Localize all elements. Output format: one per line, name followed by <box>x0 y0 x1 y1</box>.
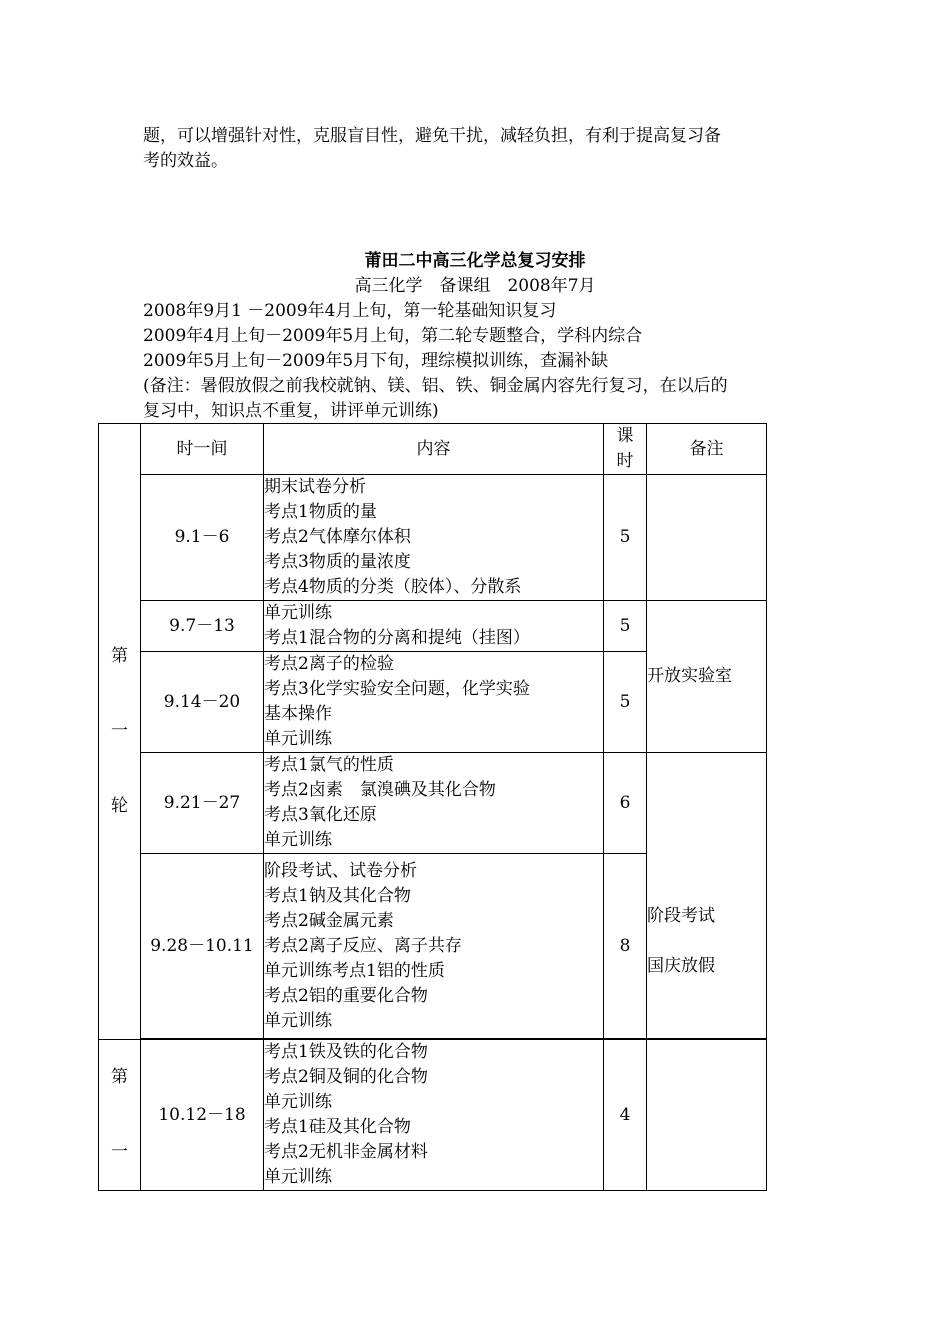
content-line: 考点1铁及铁的化合物 <box>264 1042 428 1062</box>
remark-lab <box>647 601 767 753</box>
row-content <box>264 854 604 1039</box>
content-line: 考点2离子的检验 <box>264 654 394 674</box>
content-line: 期末试卷分析 <box>264 477 366 497</box>
content-line: 考点1混合物的分离和提纯（挂图） <box>264 628 530 648</box>
content-line: 考点4物质的分类（胶体）、分散系 <box>264 577 522 597</box>
remark-holiday-text: 国庆放假 <box>647 956 715 976</box>
content-line: 考点1物质的量 <box>264 502 377 522</box>
schedule-note-1: (备注：暑假放假之前我校就钠、镁、铝、铁、铜金属内容先行复习，在以后的 <box>143 376 728 396</box>
header-hours-line-2: 时 <box>616 451 634 471</box>
remark-lab-text: 开放实验室 <box>647 666 732 686</box>
header-content: 内容 <box>264 424 604 475</box>
row-hours: 6 <box>604 753 647 854</box>
header-hours <box>604 424 647 475</box>
row-content <box>264 601 604 652</box>
header-remark: 备注 <box>647 424 767 475</box>
row-remark-empty <box>647 1040 767 1191</box>
header-time: 时一间 <box>141 424 264 475</box>
intro-line-2: 考的效益。 <box>143 151 228 171</box>
content-line: 单元训练 <box>264 729 332 749</box>
table-header-row <box>99 424 767 475</box>
content-line: 考点2铝的重要化合物 <box>264 985 428 1006</box>
content-line: 考点2气体摩尔体积 <box>264 527 411 547</box>
page-title: 莆田二中高三化学总复习安排 <box>364 251 586 271</box>
schedule-note-2: 复习中，知识点不重复，讲评单元训练) <box>143 401 439 421</box>
content-line: 阶段考试、试卷分析 <box>264 860 417 881</box>
content-line: 单元训练考点1铝的性质 <box>264 960 445 981</box>
row-hours: 5 <box>604 475 647 601</box>
row-time: 9.14－20 <box>141 652 264 753</box>
content-line: 单元训练 <box>264 1010 332 1031</box>
content-line: 考点2卤素 氯溴碘及其化合物 <box>264 780 496 800</box>
table-row <box>99 1040 767 1191</box>
row-hours: 8 <box>604 854 647 1039</box>
content-line: 考点3化学实验安全问题，化学实验 <box>264 679 530 699</box>
round-1-char: 一 <box>111 721 128 741</box>
row-content <box>264 753 604 854</box>
page-subtitle: 高三化学 备课组 2008年7月 <box>354 276 596 296</box>
round-1-char: 轮 <box>111 796 128 816</box>
row-hours: 5 <box>604 652 647 753</box>
row-time: 9.1－6 <box>141 475 264 601</box>
content-line: 考点2无机非金属材料 <box>264 1142 428 1162</box>
round-1-char: 第 <box>111 646 128 666</box>
schedule-line-3: 2009年5月上旬－2009年5月下旬，理综模拟训练，查漏补缺 <box>143 351 609 371</box>
table-row <box>99 753 767 854</box>
content-line: 考点3物质的量浓度 <box>264 552 411 572</box>
content-line: 基本操作 <box>264 704 332 724</box>
row-hours: 4 <box>604 1040 647 1191</box>
remark-exam-text: 阶段考试 <box>647 906 715 926</box>
content-line: 单元训练 <box>264 1167 332 1187</box>
round-2-cell <box>99 1040 141 1191</box>
header-hours-line-1: 课 <box>616 426 634 446</box>
content-line: 考点2离子反应、离子共存 <box>264 935 462 956</box>
intro-line-1: 题，可以增强针对性，克服盲目性，避免干扰，减轻负担，有利于提高复习备 <box>143 126 721 146</box>
row-content <box>264 652 604 753</box>
row-hours: 5 <box>604 601 647 652</box>
round-2-char: 一 <box>111 1142 128 1162</box>
row-time: 9.7－13 <box>141 601 264 652</box>
schedule-table <box>98 423 767 1191</box>
round-1-cell <box>99 424 141 1040</box>
row-content <box>264 475 604 601</box>
content-line: 考点3氧化还原 <box>264 805 377 825</box>
row-time: 10.12－18 <box>141 1040 264 1191</box>
content-line: 考点1氯气的性质 <box>264 755 394 775</box>
remark-exam-holiday <box>647 753 767 1039</box>
content-line: 考点2铜及铜的化合物 <box>264 1067 428 1087</box>
row-time: 9.21－27 <box>141 753 264 854</box>
content-line: 考点1硅及其化合物 <box>264 1117 411 1137</box>
schedule-line-2: 2009年4月上旬－2009年5月上旬，第二轮专题整合，学科内综合 <box>143 326 643 346</box>
table-row <box>99 601 767 652</box>
row-remark-empty <box>647 475 767 601</box>
content-line: 单元训练 <box>264 603 332 623</box>
content-line: 考点1钠及其化合物 <box>264 885 411 906</box>
content-line: 单元训练 <box>264 830 332 850</box>
content-line: 单元训练 <box>264 1092 332 1112</box>
row-content <box>264 1040 604 1191</box>
table-row <box>99 475 767 601</box>
round-2-char: 第 <box>111 1067 128 1087</box>
schedule-line-1: 2008年9月1 －2009年4月上旬，第一轮基础知识复习 <box>143 301 557 321</box>
content-line: 考点2碱金属元素 <box>264 910 394 931</box>
row-time: 9.28－10.11 <box>141 854 264 1039</box>
